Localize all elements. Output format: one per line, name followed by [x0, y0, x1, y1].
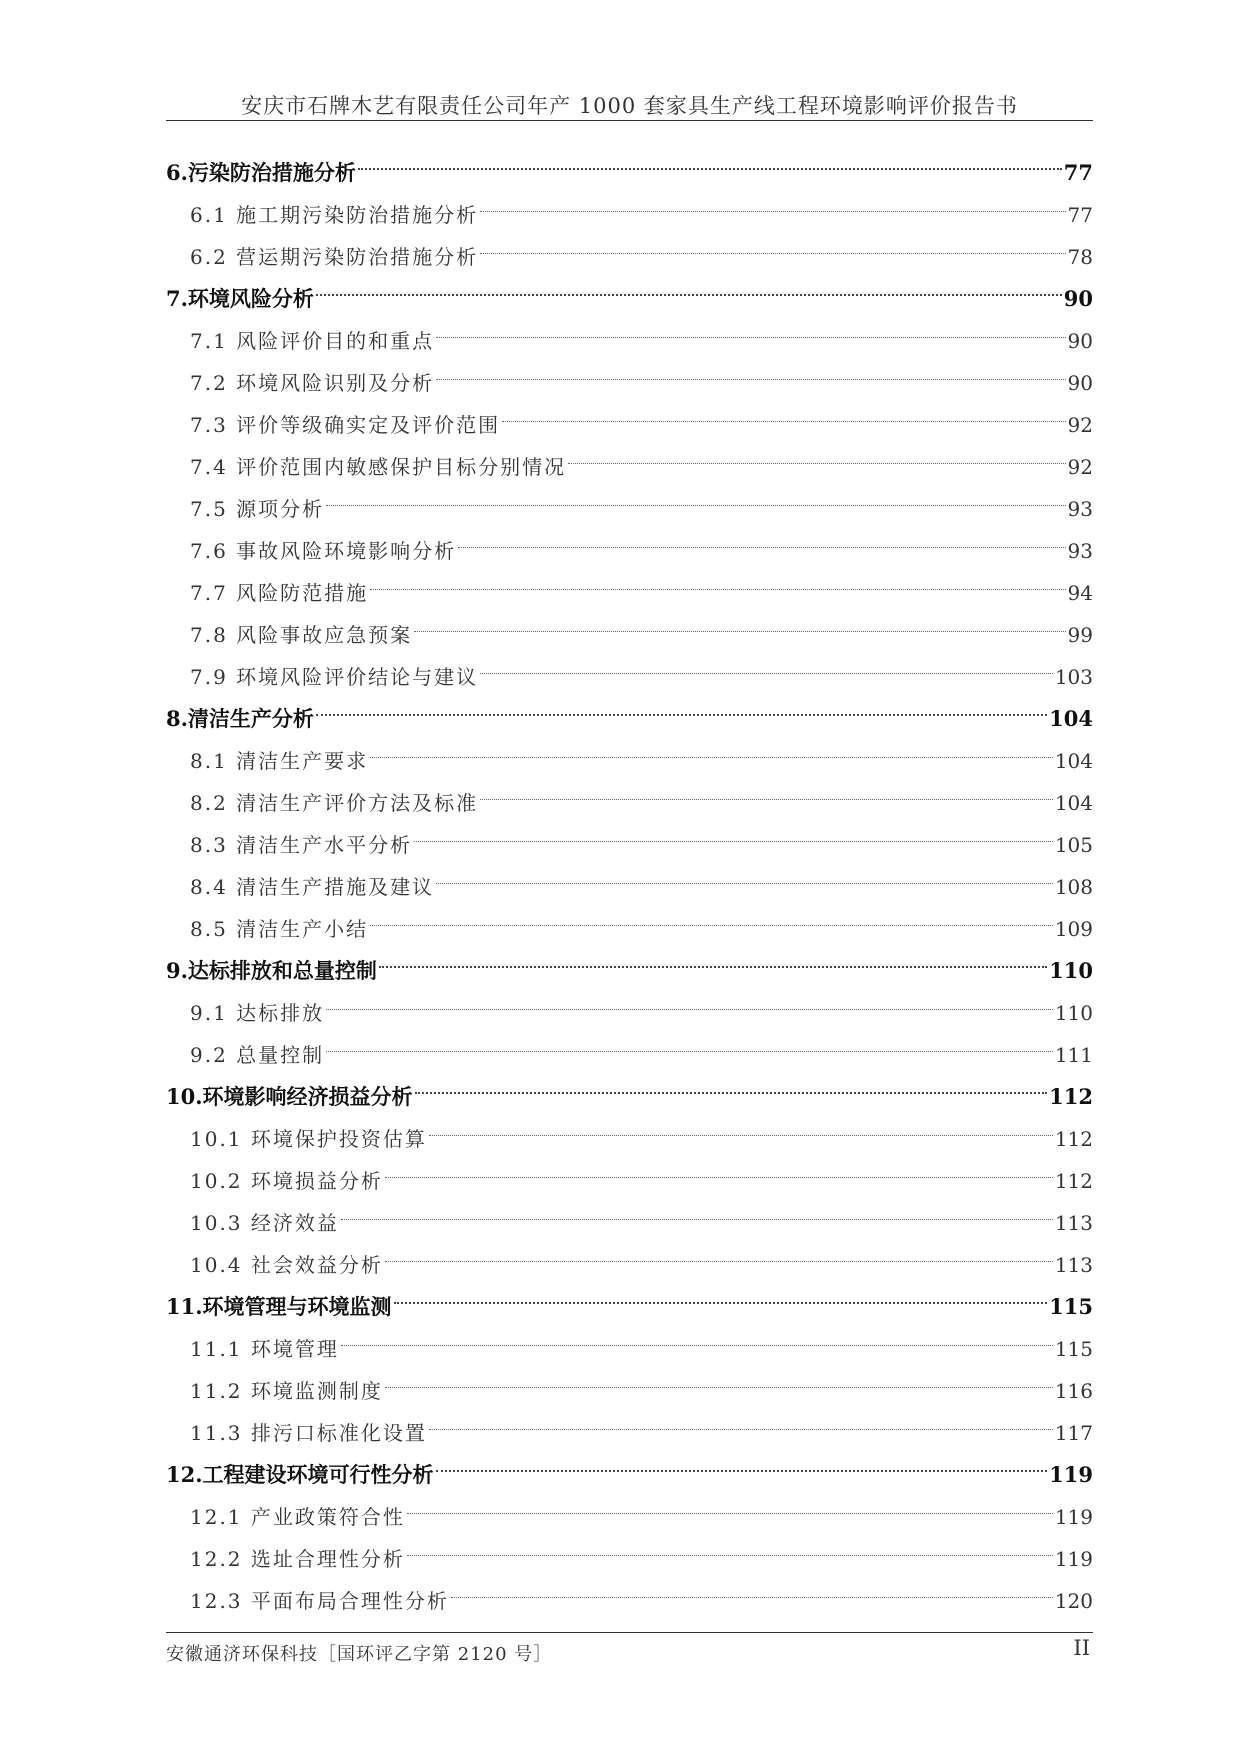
- toc-entry-page-number: 104: [1049, 706, 1093, 731]
- toc-entry-label: 7.2 环境风险识别及分析: [190, 371, 435, 395]
- toc-dot-leader: [436, 379, 1065, 380]
- toc-entry-page-number: 111: [1054, 1043, 1093, 1067]
- toc-dot-leader: [326, 1009, 1053, 1010]
- toc-entry-page-number: 119: [1054, 1547, 1093, 1571]
- toc-entry-page-number: 108: [1054, 875, 1093, 899]
- toc-entry-label: 7.1 风险评价目的和重点: [190, 329, 435, 353]
- toc-entry-page-number: 90: [1067, 329, 1093, 353]
- toc-entry-label: 8.4 清洁生产措施及建议: [190, 875, 435, 899]
- toc-entry-page-number: 77: [1067, 203, 1093, 227]
- toc-entry-label: 7.6 事故风险环境影响分析: [190, 539, 457, 563]
- toc-section-entry[interactable]: [166, 572, 1093, 614]
- toc-dot-leader: [326, 1051, 1053, 1052]
- toc-entry-page-number: 112: [1054, 1127, 1093, 1151]
- toc-entry-label: 6.1 施工期污染防治措施分析: [190, 203, 479, 227]
- toc-entry-label: 12.工程建设环境可行性分析: [166, 1462, 434, 1487]
- toc-entry-label: 11.2 环境监测制度: [190, 1379, 383, 1403]
- toc-entry-page-number: 115: [1049, 1294, 1093, 1319]
- toc-section-entry[interactable]: [166, 866, 1093, 908]
- toc-entry-page-number: 93: [1067, 497, 1093, 521]
- toc-section-entry[interactable]: [166, 1160, 1093, 1202]
- toc-dot-leader: [407, 1513, 1053, 1514]
- toc-dot-leader: [436, 337, 1065, 338]
- footer-organization: 安徽通济环保科技［国环评乙字第 2120 号］: [166, 1644, 553, 1665]
- toc-dot-leader: [316, 714, 1047, 716]
- toc-dot-leader: [415, 1092, 1048, 1094]
- toc-entry-page-number: 115: [1054, 1337, 1093, 1361]
- toc-chapter-entry[interactable]: [166, 152, 1093, 194]
- toc-chapter-entry[interactable]: [166, 1076, 1093, 1118]
- toc-section-entry[interactable]: [166, 1538, 1093, 1580]
- toc-dot-leader: [385, 1177, 1053, 1178]
- toc-dot-leader: [414, 631, 1065, 632]
- toc-entry-page-number: 90: [1067, 371, 1093, 395]
- toc-dot-leader: [502, 421, 1065, 422]
- toc-section-entry[interactable]: [166, 1118, 1093, 1160]
- toc-entry-page-number: 120: [1054, 1589, 1093, 1613]
- toc-section-entry[interactable]: [166, 614, 1093, 656]
- toc-entry-label: 8.1 清洁生产要求: [190, 749, 369, 773]
- toc-entry-page-number: 119: [1049, 1462, 1093, 1487]
- toc-dot-leader: [316, 294, 1062, 296]
- toc-entry-page-number: 99: [1067, 623, 1093, 647]
- toc-dot-leader: [480, 673, 1053, 674]
- toc-entry-label: 7.9 环境风险评价结论与建议: [190, 665, 479, 689]
- toc-chapter-entry[interactable]: [166, 1286, 1093, 1328]
- toc-entry-page-number: 94: [1067, 581, 1093, 605]
- table-of-contents: [166, 152, 1093, 1622]
- toc-entry-label: 11.1 环境管理: [190, 1337, 339, 1361]
- toc-section-entry[interactable]: [166, 1328, 1093, 1370]
- toc-section-entry[interactable]: [166, 824, 1093, 866]
- toc-entry-label: 12.1 产业政策符合性: [190, 1505, 405, 1529]
- toc-dot-leader: [394, 1302, 1048, 1304]
- toc-entry-page-number: 77: [1063, 160, 1093, 185]
- toc-section-entry[interactable]: [166, 992, 1093, 1034]
- toc-entry-page-number: 117: [1054, 1421, 1093, 1445]
- footer-page-number: II: [1073, 1636, 1090, 1660]
- toc-section-entry[interactable]: [166, 1202, 1093, 1244]
- toc-entry-page-number: 110: [1049, 958, 1093, 983]
- toc-entry-page-number: 110: [1054, 1001, 1093, 1025]
- toc-dot-leader: [370, 757, 1053, 758]
- footer-divider: [166, 1632, 1093, 1633]
- toc-dot-leader: [385, 1387, 1053, 1388]
- toc-entry-label: 6.2 营运期污染防治措施分析: [190, 245, 479, 269]
- toc-section-entry[interactable]: [166, 1412, 1093, 1454]
- toc-entry-label: 10.4 社会效益分析: [190, 1253, 383, 1277]
- toc-entry-label: 8.5 清洁生产小结: [190, 917, 369, 941]
- toc-entry-label: 9.达标排放和总量控制: [166, 958, 377, 983]
- toc-dot-leader: [370, 925, 1053, 926]
- toc-entry-page-number: 105: [1054, 833, 1093, 857]
- toc-dot-leader: [436, 1470, 1048, 1472]
- toc-dot-leader: [451, 1597, 1053, 1598]
- toc-entry-page-number: 93: [1067, 539, 1093, 563]
- toc-section-entry[interactable]: [166, 1496, 1093, 1538]
- toc-entry-page-number: 113: [1054, 1211, 1093, 1235]
- toc-section-entry[interactable]: [166, 236, 1093, 278]
- page-header-title: 安庆市石牌木艺有限责任公司年产 1000 套家具生产线工程环境影响评价报告书: [241, 94, 1018, 118]
- toc-entry-label: 10.1 环境保护投资估算: [190, 1127, 427, 1151]
- toc-dot-leader: [385, 1261, 1053, 1262]
- toc-section-entry[interactable]: [166, 782, 1093, 824]
- toc-dot-leader: [414, 841, 1053, 842]
- toc-entry-label: 12.3 平面布局合理性分析: [190, 1589, 449, 1613]
- toc-section-entry[interactable]: [166, 740, 1093, 782]
- toc-section-entry[interactable]: [166, 362, 1093, 404]
- toc-entry-label: 9.1 达标排放: [190, 1001, 325, 1025]
- toc-entry-page-number: 112: [1049, 1084, 1093, 1109]
- toc-dot-leader: [568, 463, 1065, 464]
- toc-dot-leader: [480, 253, 1065, 254]
- toc-dot-leader: [379, 966, 1047, 968]
- toc-section-entry[interactable]: [166, 1370, 1093, 1412]
- toc-entry-label: 7.环境风险分析: [166, 286, 314, 311]
- toc-entry-label: 11.3 排污口标准化设置: [190, 1421, 427, 1445]
- toc-entry-label: 11.环境管理与环境监测: [166, 1294, 392, 1319]
- toc-entry-label: 7.5 源项分析: [190, 497, 325, 521]
- toc-entry-label: 7.8 风险事故应急预案: [190, 623, 413, 647]
- header-divider: [166, 120, 1093, 121]
- toc-entry-label: 8.清洁生产分析: [166, 706, 314, 731]
- toc-entry-label: 8.2 清洁生产评价方法及标准: [190, 791, 479, 815]
- toc-dot-leader: [480, 799, 1053, 800]
- toc-entry-label: 10.3 经济效益: [190, 1211, 339, 1235]
- toc-section-entry[interactable]: [166, 656, 1093, 698]
- toc-section-entry[interactable]: [166, 194, 1093, 236]
- toc-section-entry[interactable]: [166, 404, 1093, 446]
- toc-entry-page-number: 78: [1067, 245, 1093, 269]
- toc-entry-label: 7.4 评价范围内敏感保护目标分别情况: [190, 455, 567, 479]
- toc-chapter-entry[interactable]: [166, 1454, 1093, 1496]
- toc-entry-label: 7.7 风险防范措施: [190, 581, 369, 605]
- toc-entry-page-number: 104: [1054, 749, 1093, 773]
- toc-chapter-entry[interactable]: [166, 950, 1093, 992]
- toc-entry-page-number: 109: [1054, 917, 1093, 941]
- toc-entry-page-number: 119: [1054, 1505, 1093, 1529]
- toc-dot-leader: [341, 1219, 1053, 1220]
- toc-entry-page-number: 112: [1054, 1169, 1093, 1193]
- toc-dot-leader: [436, 883, 1053, 884]
- toc-section-entry[interactable]: [166, 908, 1093, 950]
- toc-chapter-entry[interactable]: [166, 698, 1093, 740]
- toc-entry-label: 7.3 评价等级确实定及评价范围: [190, 413, 501, 437]
- toc-entry-page-number: 90: [1063, 286, 1093, 311]
- toc-dot-leader: [326, 505, 1065, 506]
- toc-section-entry[interactable]: [166, 1034, 1093, 1076]
- toc-entry-page-number: 116: [1054, 1379, 1093, 1403]
- toc-dot-leader: [429, 1135, 1053, 1136]
- toc-entry-page-number: 104: [1054, 791, 1093, 815]
- toc-section-entry[interactable]: [166, 446, 1093, 488]
- toc-entry-page-number: 113: [1054, 1253, 1093, 1277]
- toc-entry-page-number: 103: [1054, 665, 1093, 689]
- toc-dot-leader: [480, 211, 1065, 212]
- toc-section-entry[interactable]: [166, 320, 1093, 362]
- toc-entry-page-number: 92: [1067, 455, 1093, 479]
- toc-dot-leader: [370, 589, 1065, 590]
- toc-chapter-entry[interactable]: [166, 278, 1093, 320]
- toc-entry-label: 6.污染防治措施分析: [166, 160, 356, 185]
- toc-entry-label: 10.2 环境损益分析: [190, 1169, 383, 1193]
- toc-section-entry[interactable]: [166, 488, 1093, 530]
- toc-section-entry[interactable]: [166, 1580, 1093, 1622]
- toc-dot-leader: [458, 547, 1065, 548]
- toc-dot-leader: [429, 1429, 1053, 1430]
- toc-dot-leader: [341, 1345, 1053, 1346]
- toc-entry-label: 12.2 选址合理性分析: [190, 1547, 405, 1571]
- toc-section-entry[interactable]: [166, 530, 1093, 572]
- toc-entry-page-number: 92: [1067, 413, 1093, 437]
- toc-section-entry[interactable]: [166, 1244, 1093, 1286]
- toc-entry-label: 10.环境影响经济损益分析: [166, 1084, 413, 1109]
- toc-entry-label: 8.3 清洁生产水平分析: [190, 833, 413, 857]
- toc-dot-leader: [407, 1555, 1053, 1556]
- toc-entry-label: 9.2 总量控制: [190, 1043, 325, 1067]
- toc-dot-leader: [358, 168, 1062, 170]
